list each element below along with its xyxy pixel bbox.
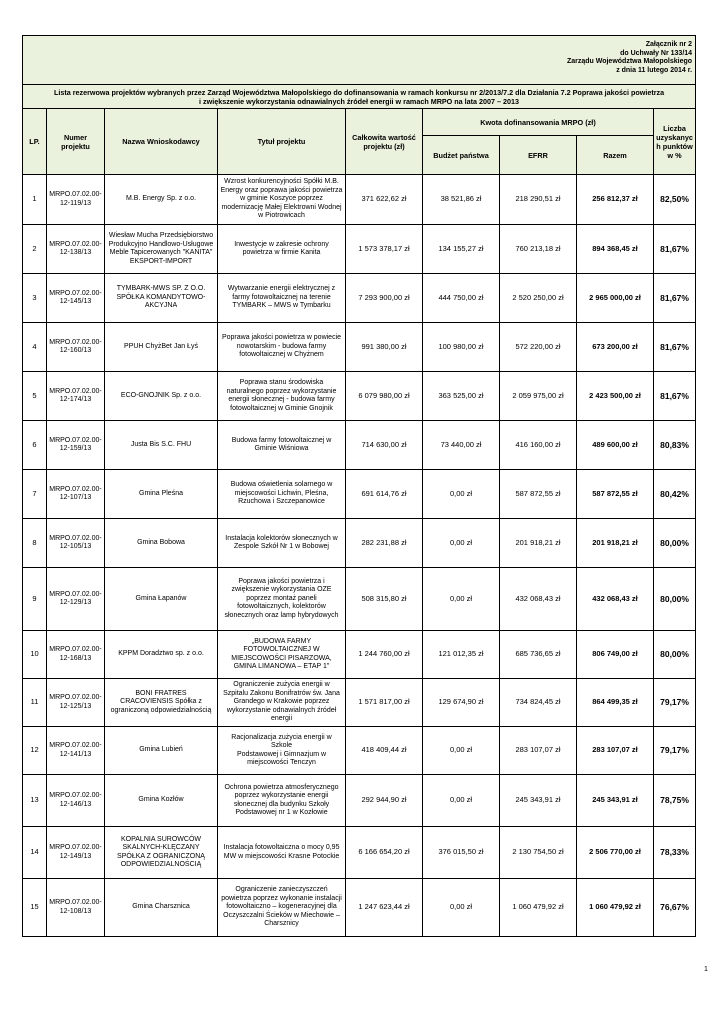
cell-numer-line: 12-129/13 <box>59 599 92 606</box>
cell-numer-line: MRPO.07.02.00- <box>49 844 102 851</box>
cell-razem: 283 107,07 zł <box>577 727 654 775</box>
cell-numer <box>47 372 105 421</box>
cell-numer-line: MRPO.07.02.00- <box>49 534 102 542</box>
cell-numer-line: 12-119/13 <box>59 199 91 207</box>
cell-lp: 15 <box>23 879 47 937</box>
cell-tytul-line: Energy oraz poprawa jakości powietrza <box>220 186 343 194</box>
cell-wartosc: 1 244 760,00 zł <box>346 631 423 679</box>
document-title <box>23 85 696 109</box>
cell-numer-line: 12-174/13 <box>59 396 92 403</box>
cell-budzet: 0,00 zł <box>423 519 500 568</box>
cell-tytul <box>218 775 346 827</box>
cell-tytul-line: powietrza w firmie Kanita <box>242 249 321 256</box>
cell-tytul-line: Poprawa stanu środowiska <box>239 379 324 386</box>
cell-budzet: 0,00 zł <box>423 727 500 775</box>
col-header-lp: LP. <box>23 109 47 175</box>
cell-budzet: 121 012,35 zł <box>423 631 500 679</box>
cell-efrr: 218 290,51 zł <box>500 175 577 225</box>
cell-tytul-line: miejscowości Tenczyn <box>247 759 316 766</box>
table-row <box>23 775 696 827</box>
cell-razem: 673 200,00 zł <box>577 323 654 372</box>
cell-wartosc: 7 293 900,00 zł <box>346 274 423 323</box>
cell-tytul-line: Budowa oświetlenia solarnego w <box>230 481 333 489</box>
cell-punkty: 81,67% <box>654 372 696 421</box>
col-header-punkty-line: uzyskanyc <box>656 132 693 142</box>
cell-punkty: 78,75% <box>654 775 696 827</box>
cell-numer <box>47 175 105 225</box>
cell-wartosc: 1 573 378,17 zł <box>346 225 423 274</box>
cell-tytul-line: Poprawa jakości powietrza i <box>238 577 325 585</box>
col-header-numer-line: Numer <box>63 132 88 142</box>
cell-tytul <box>218 519 346 568</box>
cell-efrr: 2 130 754,50 zł <box>500 827 577 879</box>
cell-tytul <box>218 274 346 323</box>
cell-wnioskodawca-line: M.B. Energy Sp. z o.o. <box>125 195 197 203</box>
col-header-efrr: EFRR <box>500 136 577 175</box>
cell-tytul-line: fotowoltaiczno – kogeneracyjnej dla <box>226 903 337 911</box>
cell-efrr: 587 872,55 zł <box>500 470 577 519</box>
cell-numer <box>47 827 105 879</box>
cell-numer <box>47 679 105 727</box>
cell-numer <box>47 225 105 274</box>
cell-numer-line: 12-108/13 <box>59 907 92 915</box>
cell-numer-line: MRPO.07.02.00- <box>49 899 102 906</box>
cell-lp: 11 <box>23 679 47 727</box>
cell-numer <box>47 879 105 937</box>
cell-numer <box>47 421 105 470</box>
cell-tytul-line: Ograniczenie zanieczyszczeń <box>235 886 328 894</box>
cell-numer <box>47 274 105 323</box>
cell-wnioskodawca-line: BONI FRATRES <box>135 689 187 697</box>
cell-budzet: 444 750,00 zł <box>423 274 500 323</box>
cell-numer-line: 12-138/13 <box>59 249 92 256</box>
cell-wnioskodawca <box>105 274 218 323</box>
col-header-wartosc-line: projektu (zł) <box>363 141 405 151</box>
cell-tytul <box>218 225 346 274</box>
cell-punkty: 81,67% <box>654 225 696 274</box>
cell-lp: 4 <box>23 323 47 372</box>
cell-budzet: 376 015,50 zł <box>423 827 500 879</box>
cell-budzet: 363 525,00 zł <box>423 372 500 421</box>
cell-wnioskodawca-line: KPPM Doradztwo sp. z o.o. <box>118 650 204 658</box>
cell-tytul-line: słonecznych oraz lamp hybrydowych <box>224 611 339 619</box>
cell-efrr: 2 059 975,00 zł <box>500 372 577 421</box>
cell-numer <box>47 470 105 519</box>
cell-punkty: 78,33% <box>654 827 696 879</box>
cell-wnioskodawca-line: Wiesław Mucha Przedsiębiorstwo <box>108 232 214 239</box>
cell-razem: 432 068,43 zł <box>577 568 654 631</box>
cell-punkty: 82,50% <box>654 175 696 225</box>
cell-wnioskodawca-line: SPÓŁKA Z OGRANICZONĄ <box>117 852 205 860</box>
cell-wnioskodawca <box>105 727 218 775</box>
cell-numer-line: MRPO.07.02.00- <box>49 590 102 598</box>
cell-tytul-line: Szpitalu Zakonu Bonifratrów św. Jana <box>223 689 340 697</box>
cell-wartosc: 508 315,80 zł <box>346 568 423 631</box>
page-number: 1 <box>704 966 708 973</box>
cell-tytul <box>218 679 346 727</box>
cell-efrr: 201 918,21 zł <box>500 519 577 568</box>
cell-lp: 8 <box>23 519 47 568</box>
cell-razem: 864 499,35 zł <box>577 679 654 727</box>
cell-tytul-line: słonecznej dla budynku Szkoły <box>233 800 330 808</box>
table-row <box>23 631 696 679</box>
cell-numer-line: MRPO.07.02.00- <box>49 240 102 248</box>
cell-tytul-line: Podstawowej i Gimnazjum w <box>236 750 327 758</box>
cell-lp: 5 <box>23 372 47 421</box>
cell-tytul-line: Budowa farmy fotowoltaicznej w <box>231 436 332 444</box>
cell-numer <box>47 568 105 631</box>
cell-razem: 2 965 000,00 zł <box>577 274 654 323</box>
cell-efrr: 432 068,43 zł <box>500 568 577 631</box>
cell-tytul-line: Podstawowej nr 1 w Kozłowie <box>235 809 328 816</box>
cell-budzet: 0,00 zł <box>423 568 500 631</box>
cell-numer-line: MRPO.07.02.00- <box>49 191 102 198</box>
cell-razem: 2 423 500,00 zł <box>577 372 654 421</box>
col-header-numer-line: projektu <box>61 141 90 151</box>
cell-tytul-line: w Piotrowicach <box>258 212 305 220</box>
table-row <box>23 372 696 421</box>
col-header-punkty <box>654 109 696 175</box>
cell-tytul-line: FOTOWOLTAICZNEJ W <box>243 646 320 653</box>
cell-numer-line: 12-168/13 <box>59 654 92 662</box>
cell-budzet: 134 155,27 zł <box>423 225 500 274</box>
cell-tytul <box>218 470 346 519</box>
cell-tytul-line: energii słonecznej - budowa farmy <box>228 396 335 403</box>
cell-numer <box>47 727 105 775</box>
cell-punkty: 79,17% <box>654 679 696 727</box>
cell-tytul-line: Wzrost konkurencyjności Spółki M.B. <box>224 178 339 186</box>
cell-tytul-line: MW w miejscowości Krasne Potockie <box>223 852 340 860</box>
cell-tytul-line: Instalacja kolektorów słonecznych w <box>225 534 338 542</box>
cell-lp: 1 <box>23 175 47 225</box>
cell-razem: 489 600,00 zł <box>577 421 654 470</box>
cell-wnioskodawca-line: CRACOVIENSIS Spółka z <box>120 698 202 706</box>
cell-budzet: 0,00 zł <box>423 775 500 827</box>
col-header-wartosc <box>346 109 423 175</box>
cell-tytul-line: poprzez montaż paneli <box>246 594 317 602</box>
cell-wnioskodawca <box>105 827 218 879</box>
cell-efrr: 1 060 479,92 zł <box>500 879 577 937</box>
cell-numer-line: MRPO.07.02.00- <box>49 485 102 493</box>
col-header-wnioskodawca: Nazwa Wnioskodawcy <box>105 109 218 175</box>
cell-tytul-line: Zespole Szkół Nr 1 w Bobowej <box>234 543 329 550</box>
table-row <box>23 879 696 937</box>
cell-numer-line: 12-105/13 <box>59 543 92 550</box>
cell-numer <box>47 519 105 568</box>
cell-efrr: 760 213,18 zł <box>500 225 577 274</box>
cell-wnioskodawca-line: PPUH ChyżBet Jan Łyś <box>124 342 198 350</box>
cell-tytul <box>218 631 346 679</box>
cell-efrr: 2 520 250,00 zł <box>500 274 577 323</box>
cell-tytul-line: farmy fotowoltaicznej na terenie <box>232 293 331 301</box>
cell-tytul-line: w gminie Koszyce poprzez <box>240 195 323 203</box>
reserve-list-sheet <box>22 35 695 937</box>
cell-wnioskodawca-line: ODPOWIEDZIALNOŚCIĄ <box>120 861 202 868</box>
cell-wnioskodawca <box>105 372 218 421</box>
table-row <box>23 568 696 631</box>
table-row <box>23 679 696 727</box>
cell-lp: 3 <box>23 274 47 323</box>
cell-numer-line: MRPO.07.02.00- <box>49 289 102 297</box>
cell-tytul-line: poprzez wykorzystanie energii <box>234 792 329 799</box>
document-header <box>23 36 696 85</box>
cell-tytul-line: fotowoltaicznych, kolektorów <box>237 603 326 611</box>
cell-wnioskodawca-line: Gmina Charsznica <box>132 903 190 911</box>
cell-punkty: 80,42% <box>654 470 696 519</box>
cell-tytul-line: TYMBARK – MWS w Tymbarku <box>232 302 331 310</box>
cell-razem: 201 918,21 zł <box>577 519 654 568</box>
cell-tytul-line: energii <box>270 715 292 723</box>
cell-wartosc: 1 247 623,44 zł <box>346 879 423 937</box>
cell-tytul-line: fotowoltaicznej w Gminie Gnojnik <box>230 404 333 412</box>
cell-wnioskodawca <box>105 879 218 937</box>
cell-efrr: 416 160,00 zł <box>500 421 577 470</box>
cell-efrr: 283 107,07 zł <box>500 727 577 775</box>
cell-wnioskodawca <box>105 568 218 631</box>
cell-razem: 587 872,55 zł <box>577 470 654 519</box>
table-row <box>23 470 696 519</box>
cell-wartosc: 691 614,76 zł <box>346 470 423 519</box>
cell-wnioskodawca-line: Gmina Lubień <box>139 746 183 754</box>
cell-punkty: 80,83% <box>654 421 696 470</box>
cell-wnioskodawca-line: ograniczoną odpowiedzialnością <box>110 706 212 714</box>
cell-lp: 6 <box>23 421 47 470</box>
cell-numer-line: 12-159/13 <box>59 445 92 452</box>
cell-wartosc: 991 380,00 zł <box>346 323 423 372</box>
cell-wnioskodawca <box>105 175 218 225</box>
cell-tytul-line: Ochrona powietrza atmosferycznego <box>224 783 339 791</box>
cell-wartosc: 282 231,88 zł <box>346 519 423 568</box>
cell-lp: 13 <box>23 775 47 827</box>
cell-numer <box>47 631 105 679</box>
cell-numer-line: MRPO.07.02.00- <box>49 436 102 444</box>
cell-wnioskodawca-line: TYMBARK-MWS SP. Z O.O. <box>116 285 206 293</box>
col-header-numer <box>47 109 105 175</box>
cell-numer-line: MRPO.07.02.00- <box>49 338 102 346</box>
cell-tytul-line: zwiększenie wykorzystania OZE <box>231 586 332 594</box>
cell-wnioskodawca-line: Gmina Bobowa <box>137 538 185 546</box>
cell-numer-line: MRPO.07.02.00- <box>49 646 102 653</box>
cell-wnioskodawca-line: EKSPORT-IMPORT <box>129 257 193 265</box>
cell-tytul-line: „BUDOWA FARMY <box>251 637 312 645</box>
cell-wnioskodawca <box>105 225 218 274</box>
cell-lp: 7 <box>23 470 47 519</box>
cell-wnioskodawca-line: Produkcyjno Handlowo-Usługowe <box>108 240 214 248</box>
cell-tytul-line: fotowoltaicznej w Chyżnem <box>239 351 324 359</box>
cell-wnioskodawca <box>105 519 218 568</box>
cell-wnioskodawca <box>105 421 218 470</box>
cell-tytul-line: naturalnego poprzez wykorzystanie <box>226 387 337 395</box>
cell-wnioskodawca-line: Gmina Łapanów <box>135 594 187 602</box>
cell-efrr: 734 824,45 zł <box>500 679 577 727</box>
cell-lp: 2 <box>23 225 47 274</box>
cell-tytul <box>218 879 346 937</box>
cell-tytul <box>218 727 346 775</box>
col-header-budzet: Budżet państwa <box>423 136 500 175</box>
cell-tytul-line: Grandego w Krakowie poprzez <box>233 698 330 706</box>
cell-budzet: 0,00 zł <box>423 879 500 937</box>
table-row <box>23 274 696 323</box>
cell-budzet: 38 521,86 zł <box>423 175 500 225</box>
cell-numer-line: 12-146/13 <box>59 800 92 808</box>
cell-numer-line: 12-160/13 <box>59 347 92 354</box>
cell-tytul-line: Ograniczenie zużycia energii w <box>233 681 330 689</box>
cell-wartosc: 6 079 980,00 zł <box>346 372 423 421</box>
cell-budzet: 0,00 zł <box>423 470 500 519</box>
cell-wnioskodawca <box>105 775 218 827</box>
cell-budzet: 73 440,00 zł <box>423 421 500 470</box>
header-line: do Uchwały Nr 133/14 <box>620 49 693 57</box>
cell-tytul-line: GMINA LIMANOWA – ETAP 1" <box>233 663 330 670</box>
cell-lp: 14 <box>23 827 47 879</box>
cell-numer-line: 12-141/13 <box>59 750 92 758</box>
cell-punkty: 81,67% <box>654 323 696 372</box>
cell-tytul-line: Gminie Wiśniowa <box>254 445 309 452</box>
table-row <box>23 175 696 225</box>
cell-tytul <box>218 568 346 631</box>
col-header-punkty-line: h punktów <box>656 141 693 151</box>
cell-punkty: 80,00% <box>654 568 696 631</box>
cell-numer-line: MRPO.07.02.00- <box>49 387 102 395</box>
cell-wnioskodawca-line: Gmina Pleśna <box>139 489 183 497</box>
cell-wartosc: 6 166 654,20 zł <box>346 827 423 879</box>
col-header-punkty-line: Liczba <box>663 123 686 133</box>
cell-tytul-line: Wytwarzanie energii elektrycznej z <box>227 285 336 293</box>
cell-punkty: 76,67% <box>654 879 696 937</box>
table-row <box>23 727 696 775</box>
cell-tytul-line: powietrza poprzez wykonanie instalacji <box>221 894 342 902</box>
cell-tytul <box>218 323 346 372</box>
cell-wartosc: 292 944,90 zł <box>346 775 423 827</box>
cell-punkty: 80,00% <box>654 519 696 568</box>
cell-wnioskodawca-line: ECO-GNOJNIK Sp. z o.o. <box>120 391 202 399</box>
cell-wartosc: 1 571 817,00 zł <box>346 679 423 727</box>
cell-razem: 2 506 770,00 zł <box>577 827 654 879</box>
cell-numer-line: 12-149/13 <box>59 852 92 860</box>
cell-numer-line: 12-125/13 <box>59 702 92 710</box>
cell-numer <box>47 323 105 372</box>
cell-wnioskodawca-line: SPÓŁKA KOMANDYTOWO- <box>116 293 206 301</box>
title-line: Lista rezerwowa projektów wybranych przez Zarząd Województwa Małopolskiego do dofinansowania w ramach konkursu nr 2/2013/7.2 dla Działania 7.2 Poprawa jakości powietrza <box>53 87 665 97</box>
cell-wnioskodawca-line: Justa Bis S.C. FHU <box>130 440 192 448</box>
cell-razem: 1 060 479,92 zł <box>577 879 654 937</box>
cell-wnioskodawca-line: Gmina Kozłów <box>138 796 184 804</box>
cell-efrr: 245 343,91 zł <box>500 775 577 827</box>
projects-table <box>22 35 696 937</box>
cell-razem: 894 368,45 zł <box>577 225 654 274</box>
cell-wartosc: 418 409,44 zł <box>346 727 423 775</box>
cell-numer-line: 12-145/13 <box>59 298 92 305</box>
cell-punkty: 80,00% <box>654 631 696 679</box>
col-header-razem: Razem <box>577 136 654 175</box>
cell-punkty: 79,17% <box>654 727 696 775</box>
header-line: z dnia 11 lutego 2014 r. <box>616 66 693 74</box>
cell-wnioskodawca-line: AKCYJNA <box>144 302 178 310</box>
cell-tytul-line: wykorzystanie odnawialnych źródeł <box>226 706 337 714</box>
col-header-kwota: Kwota dofinansowania MRPO (zł) <box>423 109 654 136</box>
header-line: Załącznik nr 2 <box>645 41 693 48</box>
col-header-punkty-line: w % <box>667 150 682 160</box>
title-line: i zwiększenie wykorzystania odnawialnych źródeł energii w ramach MRPO na lata 2007 – 2013 <box>199 96 520 106</box>
cell-numer-line: MRPO.07.02.00- <box>49 792 102 799</box>
cell-tytul-line: Instalacja fotowoltaiczna o mocy 0,95 <box>223 844 340 851</box>
cell-razem: 256 812,37 zł <box>577 175 654 225</box>
cell-numer <box>47 775 105 827</box>
cell-wnioskodawca-line: KOPALNIA SUROWCÓW <box>121 835 201 843</box>
table-row <box>23 421 696 470</box>
cell-budzet: 129 674,90 zł <box>423 679 500 727</box>
cell-lp: 10 <box>23 631 47 679</box>
cell-wnioskodawca <box>105 470 218 519</box>
cell-tytul-line: Inwestycje w zakresie ochrony <box>234 240 329 248</box>
cell-wartosc: 714 630,00 zł <box>346 421 423 470</box>
cell-tytul <box>218 827 346 879</box>
cell-razem: 806 749,00 zł <box>577 631 654 679</box>
cell-numer-line: 12-107/13 <box>59 494 92 501</box>
cell-tytul-line: modernizację Małej Elektrowni Wodnej <box>221 203 342 211</box>
cell-tytul-line: Racjonalizacja zużycia energii w Szkole <box>231 733 332 749</box>
cell-wnioskodawca-line: Meble Tapicerowanych "KANITA" <box>109 249 213 256</box>
cell-razem: 245 343,91 zł <box>577 775 654 827</box>
cell-tytul-line: MIEJSCOWOŚCI PISARZOWA, <box>231 654 332 662</box>
cell-punkty: 81,67% <box>654 274 696 323</box>
header-line: Zarządu Województwa Małopolskiego <box>566 58 693 65</box>
cell-wnioskodawca-line: SKALNYCH-KLĘCZANY <box>122 844 200 851</box>
cell-tytul-line: Rzuchowa i Szczepanowice <box>238 498 325 506</box>
cell-tytul <box>218 175 346 225</box>
cell-lp: 12 <box>23 727 47 775</box>
cell-wartosc: 371 622,62 zł <box>346 175 423 225</box>
table-row <box>23 225 696 274</box>
table-row <box>23 519 696 568</box>
cell-numer-line: MRPO.07.02.00- <box>49 742 102 749</box>
cell-efrr: 685 736,65 zł <box>500 631 577 679</box>
cell-wnioskodawca <box>105 323 218 372</box>
table-row <box>23 827 696 879</box>
col-header-wartosc-line: Całkowita wartość <box>352 132 416 142</box>
cell-tytul-line: Oczyszczalni Ścieków w Miechowie – <box>223 911 340 919</box>
cell-wnioskodawca <box>105 631 218 679</box>
cell-numer-line: MRPO.07.02.00- <box>49 694 102 701</box>
cell-efrr: 572 220,00 zł <box>500 323 577 372</box>
cell-tytul <box>218 421 346 470</box>
cell-tytul-line: miejscowości Lichwin, Pleśna, <box>234 489 329 497</box>
col-header-tytul: Tytuł projektu <box>218 109 346 175</box>
cell-wnioskodawca <box>105 679 218 727</box>
cell-tytul-line: Poprawa jakości powietrza w powiecie <box>221 334 342 342</box>
cell-tytul-line: nowotarskim - budowa farmy <box>236 342 327 350</box>
cell-budzet: 100 980,00 zł <box>423 323 500 372</box>
table-row <box>23 323 696 372</box>
cell-tytul-line: Charsznicy <box>264 920 299 928</box>
cell-lp: 9 <box>23 568 47 631</box>
cell-tytul <box>218 372 346 421</box>
